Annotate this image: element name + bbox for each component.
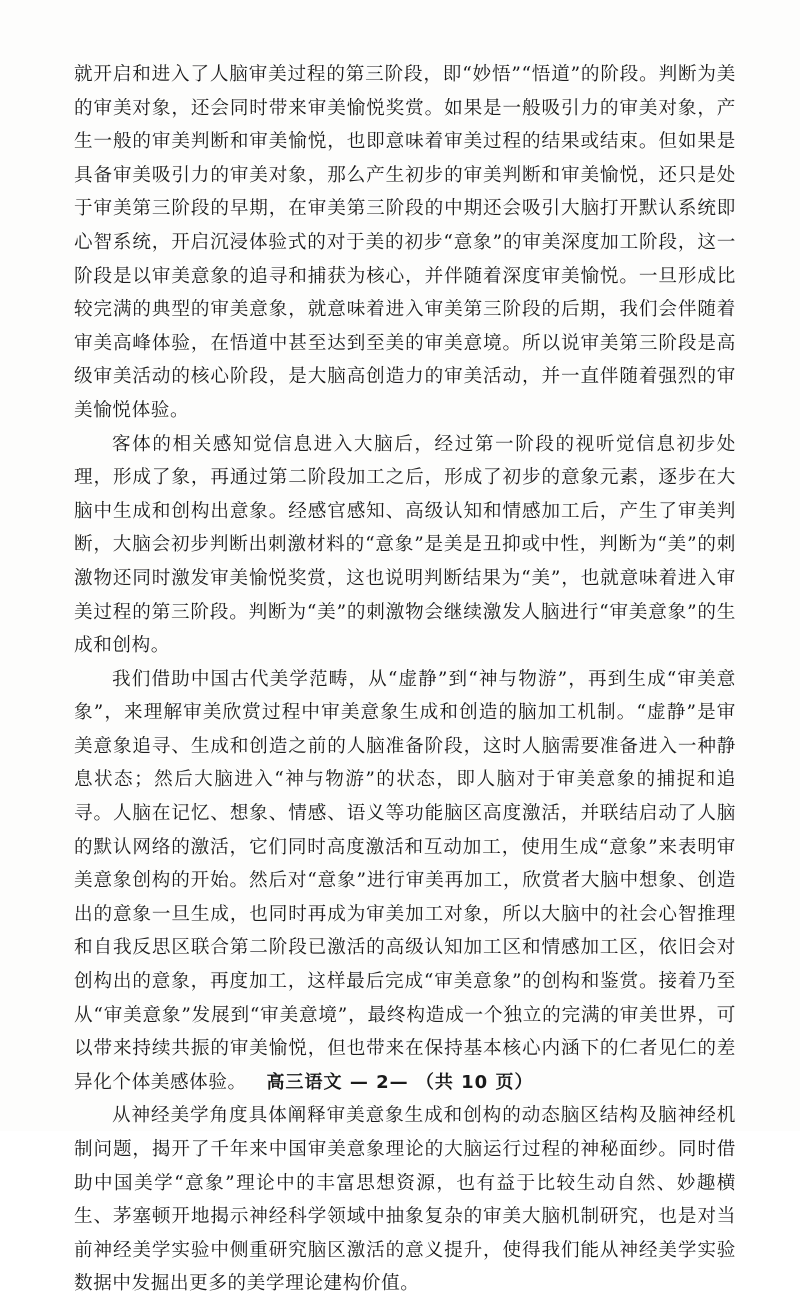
page-footer: 高三语文 — 2— （共 10 页）: [266, 1072, 534, 1093]
paragraph-perception: 客体的相关感知觉信息进入大脑后，经过第一阶段的视听觉信息初步处理，形成了象，再通过第二阶段加工之后，形成了初步的意象元素，逐步在大脑中生成和创构出意象。经感官感知、高级认知和情感加工后，产生了审美判断，大脑会初步判断出刺激材料的“意象”是美是丑抑或中性，判断为“美”的刺激物还同时激发审美愉悦奖赏，这也说明判断结果为“美”，也就意味着进入审美过程的第三阶段。判断为“美”的刺激物会继续激发人脑进行“审美意象”的生成和创构。: [74, 433, 736, 657]
paragraph-conclusion: 从神经美学角度具体阐释审美意象生成和创构的动态脑区结构及脑神经机制问题，揭开了千年来中国审美意象理论的大脑运行过程的神秘面纱。同时借助中国美学“意象”理论中的丰富思想资源，也有益于比较生动自然、妙趣横生、茅塞顿开地揭示神经科学领域中抽象复杂的审美大脑机制研究，也是对当前神经美学实验中侧重研究脑区激活的意义提升，使得我们能从神经美学实验数据中发掘出更多的美学理论建构价值。: [74, 1105, 736, 1295]
paragraph-continued: 就开启和进入了人脑审美过程的第三阶段，即“妙悟”“悟道”的阶段。判断为美的审美对象，还会同时带来审美愉悦奖赏。如果是一般吸引力的审美对象，产生一般的审美判断和审美愉悦，也即意味着审美过程的结果或结束。但如果是具备审美吸引力的审美对象，那么产生初步的审美判断和审美愉悦，还只是处于审美第三阶段的早期，在审美第三阶段的中期还会吸引大脑打开默认系统即心智系统，开启沉浸体验式的对于美的初步“意象”的审美深度加工阶段，这一阶段是以审美意象的追寻和捕获为核心，并伴随着深度审美愉悦。一旦形成比较完满的典型的审美意象，就意味着进入审美第三阶段的后期，我们会伴随着审美高峰体验，在悟道中甚至达到至美的审美意境。所以说审美第三阶段是高级审美活动的核心阶段，是大脑高创造力的审美活动，并一直伴随着强烈的审美愉悦体验。: [74, 64, 736, 421]
article-body: [74, 58, 736, 1301]
paragraph-chinese-aesthetics: 我们借助中国古代美学范畴，从“虚静”到“神与物游”，再到生成“审美意象”，来理解审美欣赏过程中审美意象生成和创造的脑加工机制。“虚静”是审美意象追寻、生成和创造之前的人脑准备阶段，这时人脑需要准备进入一种静息状态；然后大脑进入“神与物游”的状态，即人脑对于审美意象的捕捉和追寻。人脑在记忆、想象、情感、语义等功能脑区高度激活，并联结启动了人脑的默认网络的激活，它们同时高度激活和互动加工，使用生成“意象”来表明审美意象创构的开始。然后对“意象”进行审美再加工，欣赏者大脑中想象、创造出的意象一旦生成，也同时再成为审美加工对象，所以大脑中的社会心智推理和自我反思区联合第二阶段已激活的高级认知加工区和情感加工区，依旧会对创构出的意象，再度加工，这样最后完成“审美意象”的创构和鉴赏。接着乃至从“审美意象”发展到“审美意境”，最终构造成一个独立的完满的审美世界，可以带来持续共振的审美愉悦，但也带来在保持基本核心内涵下的仁者见仁的差异化个体美感体验。: [74, 668, 736, 1093]
